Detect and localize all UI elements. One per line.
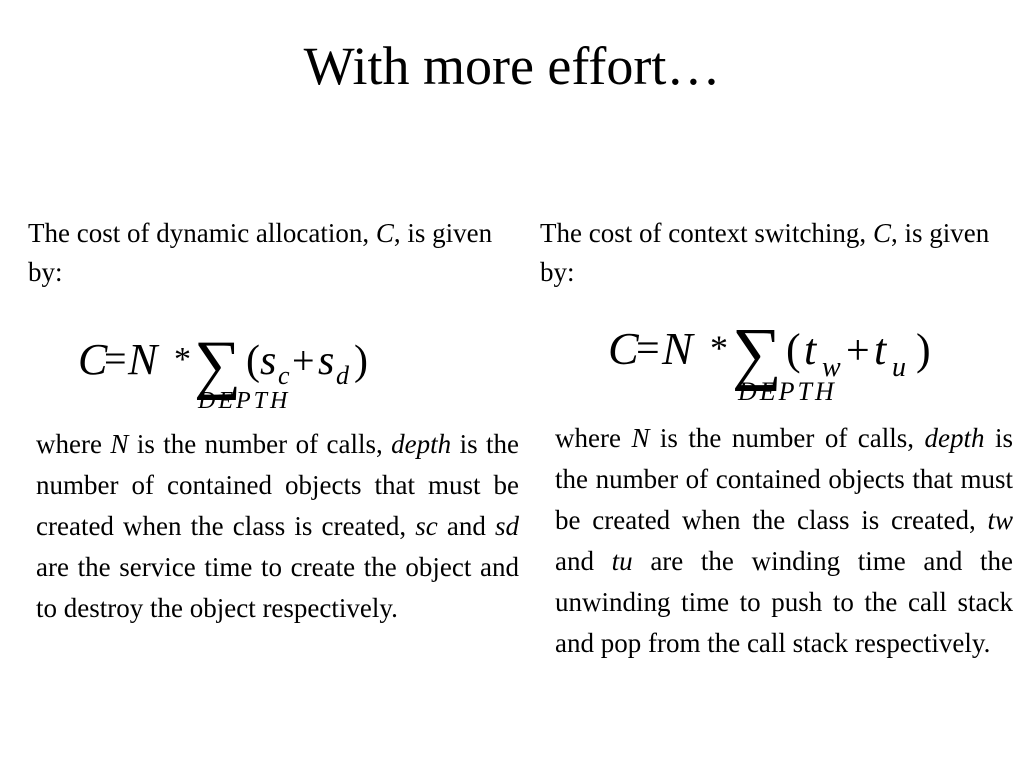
right-intro-text-a: The cost of context switching, bbox=[540, 218, 873, 248]
formula-term-1-subscript: c bbox=[278, 361, 290, 390]
formula-term-2-subscript: d bbox=[336, 361, 349, 390]
formula-n: N bbox=[662, 323, 693, 374]
formula-open-paren: ( bbox=[786, 325, 801, 374]
formula-term-2: t bbox=[874, 325, 887, 374]
formula-term-1-subscript: w bbox=[822, 352, 841, 383]
explanation-segment: where bbox=[555, 423, 632, 453]
formula-plus: + bbox=[846, 328, 870, 374]
explanation-segment: where bbox=[36, 429, 111, 459]
formula-term-2-subscript: u bbox=[892, 352, 906, 383]
explanation-variable: N bbox=[110, 429, 129, 459]
formula-close-paren: ) bbox=[354, 338, 368, 384]
formula-term-1: s bbox=[260, 338, 277, 384]
explanation-segment: is the number of calls, bbox=[128, 429, 392, 459]
explanation-segment: and bbox=[555, 546, 612, 576]
formula-lhs-c: C bbox=[608, 323, 639, 374]
formula-close-paren: ) bbox=[916, 325, 931, 374]
formula-equals: = bbox=[636, 326, 660, 372]
explanation-variable: depth bbox=[924, 423, 985, 453]
explanation-segment: is the number of contained objects that must be created when the class is created, bbox=[555, 423, 1013, 535]
allocation-explanation bbox=[36, 424, 519, 629]
explanation-variable: tw bbox=[987, 505, 1013, 535]
formula-term-1: t bbox=[804, 325, 817, 374]
formula-times: * bbox=[710, 328, 728, 368]
right-intro bbox=[540, 214, 1020, 292]
slide-title: With more effort… bbox=[303, 36, 721, 96]
context-switch-explanation bbox=[555, 418, 1013, 664]
formula-lhs-c: C bbox=[78, 335, 108, 384]
left-intro-text-b: , is given by: bbox=[28, 218, 493, 287]
right-intro-text-b: , is given by: bbox=[540, 218, 990, 287]
formula-sum-subscript: DEPTH bbox=[738, 377, 837, 406]
allocation-cost-formula bbox=[70, 330, 390, 414]
left-intro-text-a: The cost of dynamic allocation, bbox=[28, 218, 376, 248]
sigma-icon: ∑ bbox=[194, 328, 242, 401]
explanation-segment: and bbox=[437, 511, 495, 541]
explanation-segment: are the service time to create the object and to destroy the object respectively. bbox=[36, 552, 519, 623]
right-intro-variable: C bbox=[872, 218, 891, 248]
context-switch-cost-formula bbox=[600, 315, 950, 408]
formula-equals: = bbox=[104, 336, 127, 381]
explanation-segment: is the number of calls, bbox=[649, 423, 925, 453]
formula-times: * bbox=[174, 341, 191, 378]
formula-term-2: s bbox=[318, 338, 335, 384]
formula-plus: + bbox=[292, 338, 315, 383]
left-intro bbox=[28, 214, 508, 292]
formula-sum-subscript: DEPTH bbox=[198, 388, 291, 414]
explanation-variable: sc bbox=[415, 511, 438, 541]
explanation-variable: sd bbox=[494, 511, 519, 541]
sigma-icon: ∑ bbox=[732, 315, 782, 392]
explanation-variable: N bbox=[631, 423, 650, 453]
explanation-segment: are the winding time and the unwinding time to push to the call stack and pop from the call stack respectively. bbox=[555, 546, 1013, 658]
explanation-segment: is the number of contained objects that must be created when the class is created, bbox=[36, 429, 519, 541]
explanation-variable: tu bbox=[611, 546, 633, 576]
explanation-variable: depth bbox=[391, 429, 452, 459]
formula-open-paren: ( bbox=[246, 338, 260, 384]
formula-n: N bbox=[128, 335, 158, 384]
left-intro-variable: C bbox=[375, 218, 394, 248]
